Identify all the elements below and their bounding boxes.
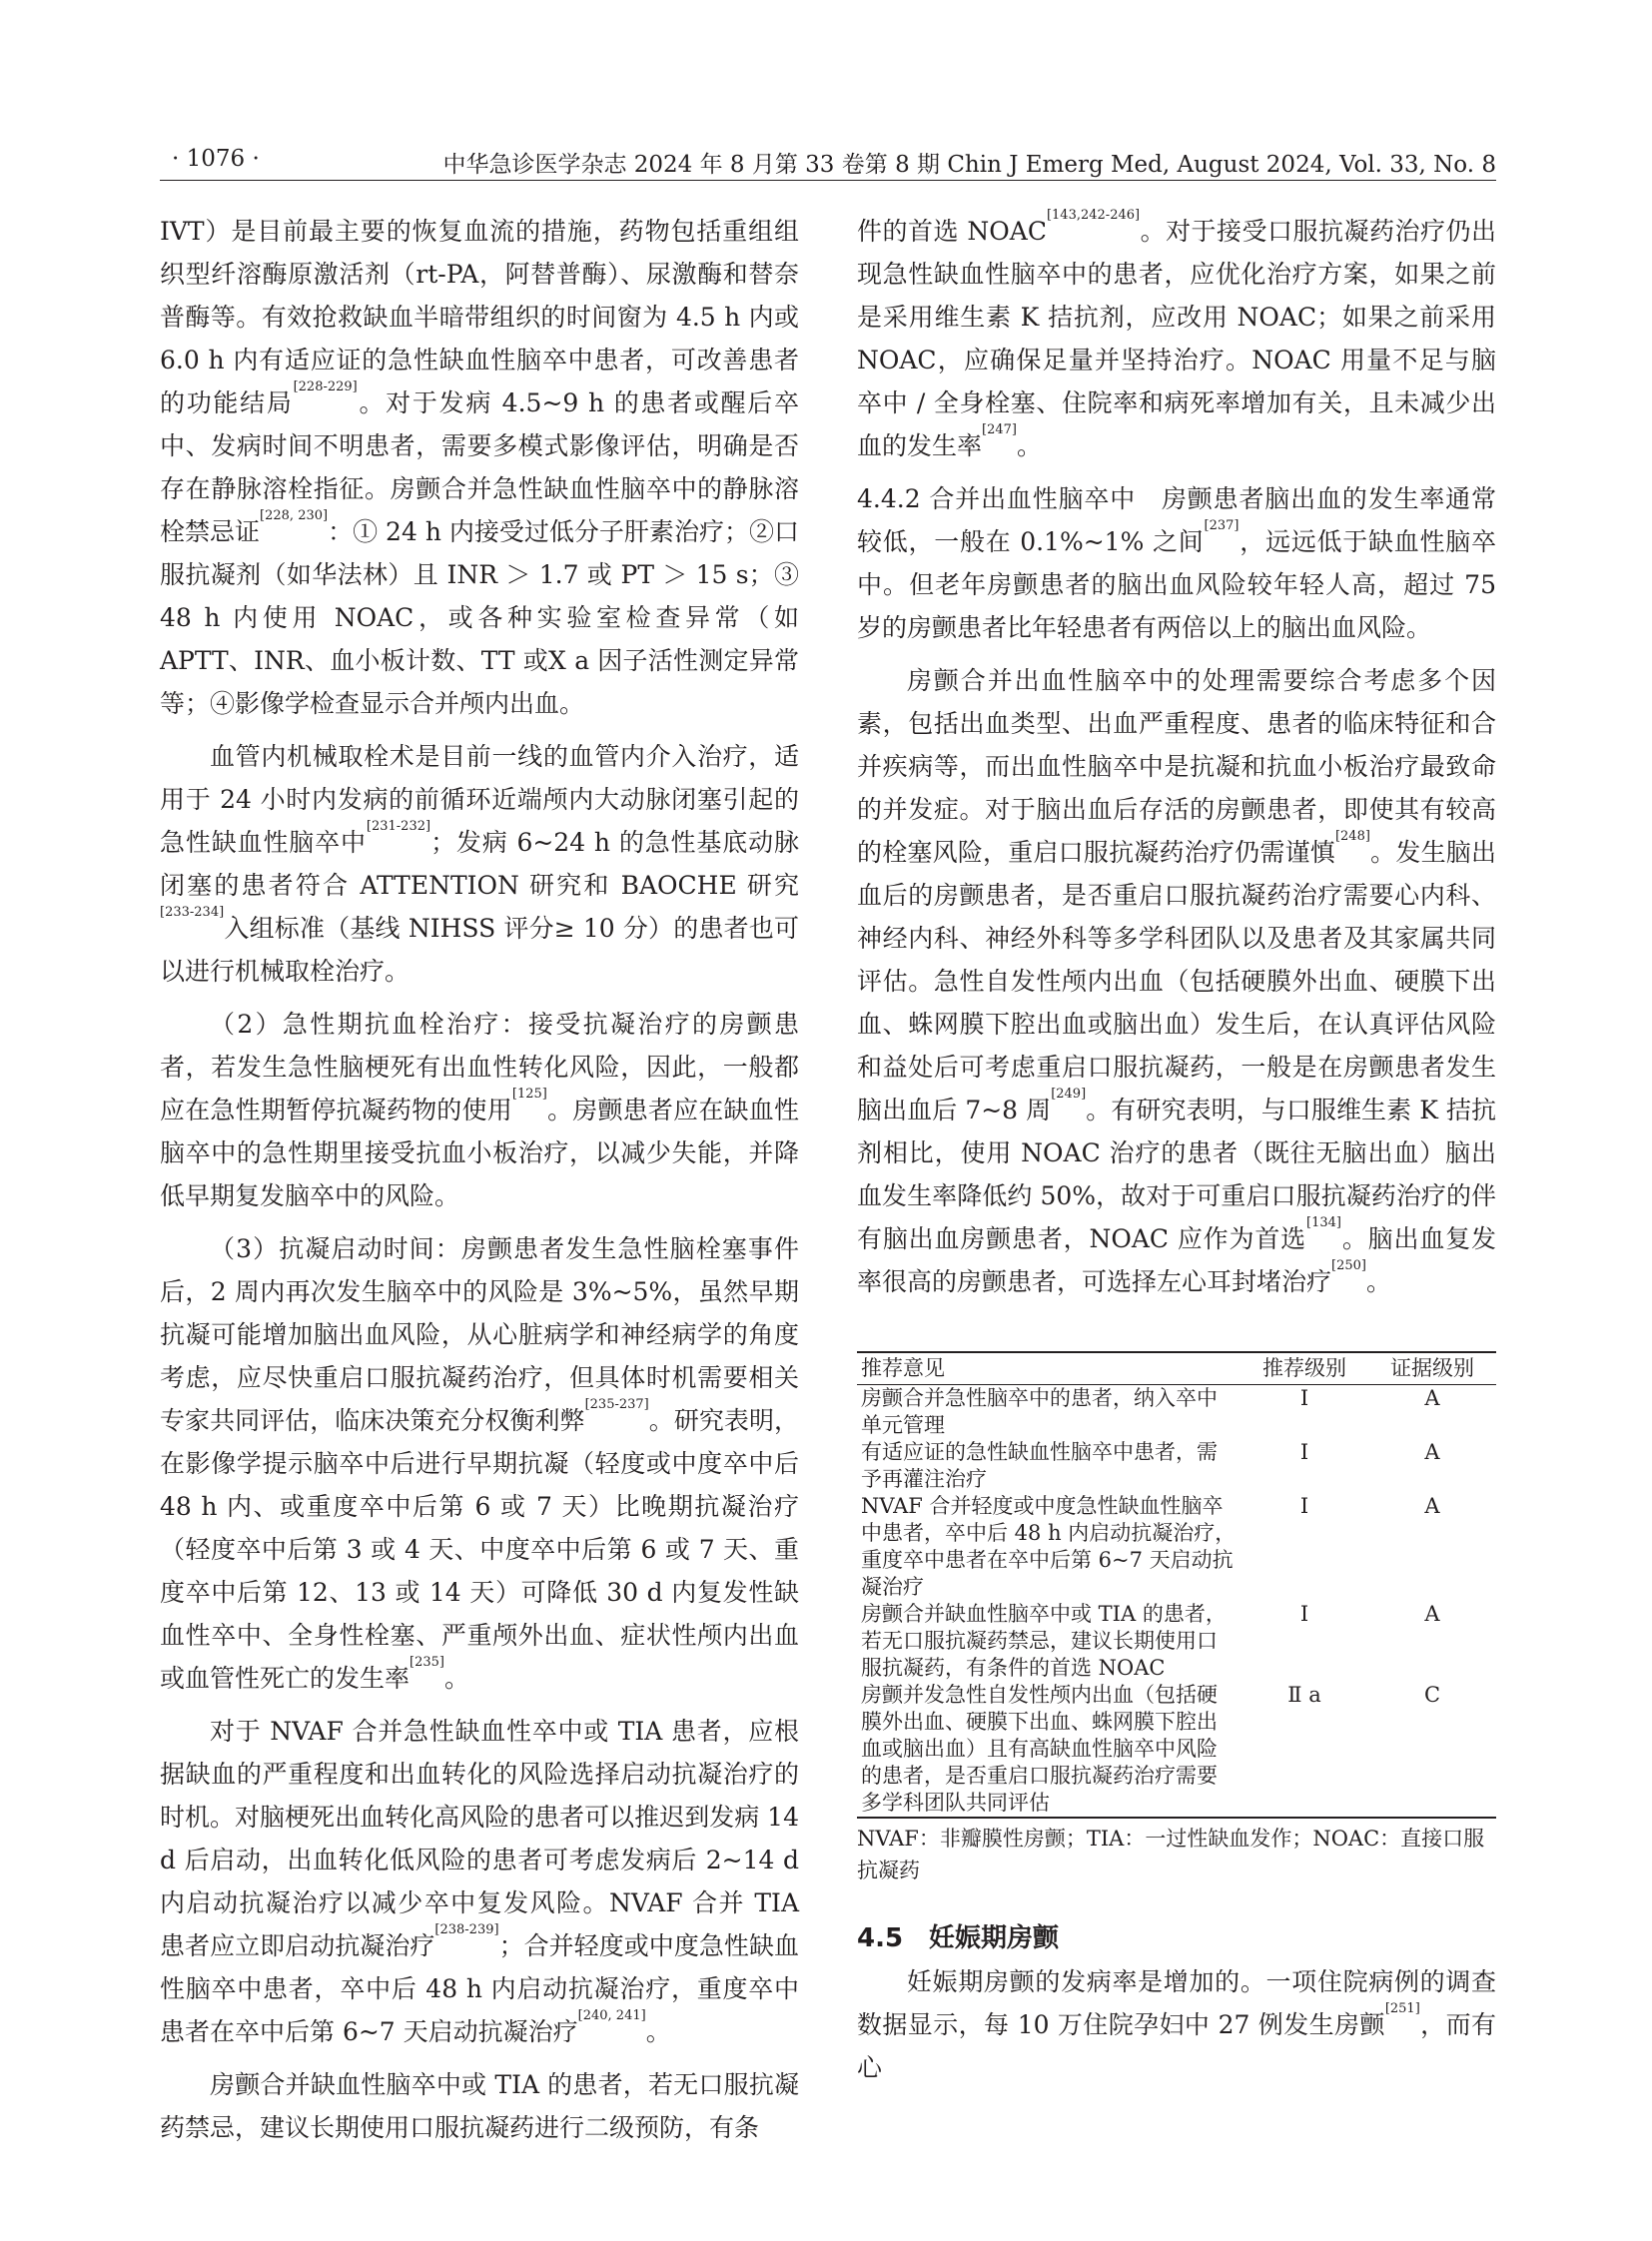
class-cell: Ⅰ (1299, 1440, 1309, 1464)
citation: [248] (1334, 829, 1370, 844)
table-row (857, 1682, 1496, 1818)
citation: [237] (1204, 518, 1239, 533)
recommendation-cell: 有适应证的急性缺血性脑卒中患者，需予再灌注治疗 (861, 1440, 1218, 1491)
citation: [143,242-246] (1046, 208, 1141, 223)
recommendation-cell: 房颤并发急性自发性颅内出血（包括硬膜外出血、硬膜下出血、蛛网膜下腔出血或脑出血）且有高缺血性脑卒中风险的患者，是否重启口服抗凝药治疗需要多学科团队共同评估 (861, 1683, 1218, 1815)
citation: [249] (1051, 1087, 1087, 1102)
citation: [125] (511, 1087, 547, 1102)
citation: [251] (1384, 2001, 1420, 2016)
citation: [250] (1331, 1258, 1366, 1273)
running-header (160, 140, 1496, 181)
citation: [231-232] (366, 819, 431, 834)
recommendation-table (857, 1351, 1496, 1819)
table-row (857, 1439, 1496, 1493)
class-cell: Ⅰ (1299, 1386, 1309, 1410)
recommendation-cell: 房颤合并急性脑卒中的患者，纳入卒中单元管理 (861, 1386, 1218, 1437)
column-header: 证据级别 (1368, 1352, 1496, 1385)
paragraph: IVT）是目前最主要的恢复血流的措施，药物包括重组组织型纤溶酶原激活剂（rt-PA，阿替普酶）、尿激酶和替奈普酶等。有效抢救缺血半暗带组织的时间窗为 4.5 h 内或 6.0 h 内有适应证的急性缺血性脑卒中患者，可改善患者的功能结局[228-229]。对于发病 4.5~9 h 的患者或醒后卒中、发病时间不明患者，需要多模式影像评估，明确是否存在静脉溶栓指征。房颤合并急性缺血性脑卒中的静脉溶栓禁忌证[228, 230]：① 24 h 内接受过低分子肝素治疗；②口服抗凝剂（如华法林）且 INR ＞ 1.7 或 PT ＞ 15 s；③ 48 h 内使用 NOAC，或各种实验室检查异常（如 APTT、INR、血小板计数、TT 或Ⅹ a 因子活性测定异常等；④影像学检查显示合并颅内出血。 (160, 217, 799, 718)
citation: [235] (410, 1655, 444, 1670)
citation: [134] (1306, 1215, 1341, 1230)
section-heading: 4.5 妊娠期房颤 (857, 1923, 1060, 1953)
citation: [235-237] (584, 1397, 649, 1412)
paragraph: 件的首选 NOAC[143,242-246]。对于接受口服抗凝药治疗仍出现急性缺血性脑卒中的患者，应优化治疗方案，如果之前是采用维生素 K 拮抗剂，应改用 NOAC；如果之前采用 NOAC，应确保足量并坚持治疗。NOAC 用量不足与脑卒中 / 全身栓塞、住院率和病死率增加有关，且未减少出血的发生率[247]。 (857, 208, 1496, 460)
level-cell: A (1424, 1386, 1440, 1410)
citation: [247] (982, 422, 1017, 437)
class-cell: Ⅰ (1299, 1602, 1309, 1626)
column-header: 推荐级别 (1240, 1352, 1368, 1385)
citation: [240, 241] (577, 2008, 646, 2023)
citation: [233-234] (160, 905, 225, 920)
paragraph: （3）抗凝启动时间：房颤患者发生急性脑栓塞事件后，2 周内再次发生脑卒中的风险是 3%~5%，虽然早期抗凝可能增加脑出血风险，从心脏病学和神经病学的角度考虑，应尽快重启口服抗凝药治疗，但具体时机需要相关专家共同评估，临床决策充分权衡利弊[235-237]。研究表明，在影像学提示脑卒中后进行早期抗凝（轻度或中度卒中后 48 h 内、或重度卒中后第 6 或 7 天）比晚期抗凝治疗（轻度卒中后第 3 或 4 天、中度卒中后第 6 或 7 天、重度卒中后第 12、13 或 14 天）可降低 30 d 内复发性缺血性卒中、全身性栓塞、严重颅外出血、症状性颅内出血或血管性死亡的发生率[235]。 (160, 1234, 799, 1693)
left-column (160, 210, 799, 2149)
recommendation-cell: 房颤合并缺血性脑卒中或 TIA 的患者，若无口服抗凝药禁忌，建议长期使用口服抗凝药，有条件的首选 NOAC (861, 1602, 1227, 1680)
table-row (857, 1601, 1496, 1682)
level-cell: A (1424, 1440, 1440, 1464)
recommendation-cell: NVAF 合并轻度或中度急性缺血性脑卒中患者，卒中后 48 h 内启动抗凝治疗，重度卒中患者在卒中后第 6~7 天启动抗凝治疗 (861, 1494, 1237, 1599)
table-row (857, 1493, 1496, 1601)
column-header: 推荐意见 (857, 1352, 1240, 1385)
page-number: · 1076 · (172, 146, 260, 172)
table-footnote: NVAF：非瓣膜性房颤；TIA：一过性缺血发作；NOAC：直接口服抗凝药 (857, 1827, 1485, 1882)
journal-citation: 中华急诊医学杂志 2024 年 8 月第 33 卷第 8 期 Chin J Emerg Med, August 2024, Vol. 33, No. 8 (442, 152, 1496, 178)
paragraph: 对于 NVAF 合并急性缺血性卒中或 TIA 患者，应根据缺血的严重程度和出血转化的风险选择启动抗凝治疗的时机。对脑梗死出血转化高风险的患者可以推迟到发病 14 d 后启动，出血转化低风险的患者可考虑发病后 2~14 d 内启动抗凝治疗以减少卒中复发风险。NVAF 合并 TIA 患者应立即启动抗凝治疗[238-239]；合并轻度或中度急性缺血性脑卒中患者，卒中后 48 h 内启动抗凝治疗，重度卒中患者在卒中后第 6~7 天启动抗凝治疗[240, 241]。 (160, 1717, 799, 2046)
table-row (857, 1385, 1496, 1440)
subsection-paragraph: 4.4.2 合并出血性脑卒中 房颤患者脑出血的发生率通常较低，一般在 0.1%~1% 之间[237]，远远低于缺血性脑卒中。但老年房颤患者的脑出血风险较年轻人高，超过 75 岁的房颤患者比年轻患者有两倍以上的脑出血风险。 (857, 484, 1496, 642)
citation: [228, 230] (260, 508, 329, 523)
table-header-row (857, 1352, 1496, 1385)
paragraph: 房颤合并缺血性脑卒中或 TIA 的患者，若无口服抗凝药禁忌，建议长期使用口服抗凝药进行二级预防，有条 (160, 2070, 799, 2142)
paragraph: 房颤合并出血性脑卒中的处理需要综合考虑多个因素，包括出血类型、出血严重程度、患者的临床特征和合并疾病等，而出血性脑卒中是抗凝和抗血小板治疗最致命的并发症。对于脑出血后存活的房颤患者，即使其有较高的栓塞风险，重启口服抗凝药治疗仍需谨慎[248]。发生脑出血后的房颤患者，是否重启口服抗凝药治疗需要心内科、神经内科、神经外科等多学科团队以及患者及其家属共同评估。急性自发性颅内出血（包括硬膜外出血、硬膜下出血、蛛网膜下腔出血或脑出血）发生后，在认真评估风险和益处后可考虑重启口服抗凝药，一般是在房颤患者发生脑出血后 7~8 周[249]。有研究表明，与口服维生素 K 拮抗剂相比，使用 NOAC 治疗的患者（既往无脑出血）脑出血发生率降低约 50%，故对于可重启口服抗凝药治疗的伴有脑出血房颤患者，NOAC 应作为首选[134]。脑出血复发率很高的房颤患者，可选择左心耳封堵治疗[250]。 (857, 666, 1497, 1296)
citation: [228-229] (293, 379, 358, 394)
paragraph: 血管内机械取栓术是目前一线的血管内介入治疗，适用于 24 小时内发病的前循环近端颅内大动脉闭塞引起的急性缺血性脑卒中[231-232]；发病 6~24 h 的急性基底动脉闭塞的患者符合 ATTENTION 研究和 BAOCHE 研究[233-234]入组标准（基线 NIHSS 评分≥ 10 分）的患者也可以进行机械取栓治疗。 (160, 742, 799, 986)
level-cell: C (1423, 1683, 1441, 1707)
level-cell: A (1424, 1494, 1440, 1518)
level-cell: A (1424, 1602, 1440, 1626)
paragraph: （2）急性期抗血栓治疗：接受抗凝治疗的房颤患者，若发生急性脑梗死有出血性转化风险，因此，一般都应在急性期暂停抗凝药物的使用[125]。房颤患者应在缺血性脑卒中的急性期里接受抗血小板治疗，以减少失能，并降低早期复发脑卒中的风险。 (160, 1010, 799, 1210)
right-column (857, 210, 1496, 2089)
class-cell: Ⅰ (1299, 1494, 1309, 1518)
citation: [238-239] (434, 1922, 499, 1937)
paragraph: 妊娠期房颤的发病率是增加的。一项住院病例的调查数据显示，每 10 万住院孕妇中 27 例发生房颤[251]，而有心 (857, 1967, 1496, 2082)
class-cell: Ⅱ a (1287, 1683, 1321, 1707)
